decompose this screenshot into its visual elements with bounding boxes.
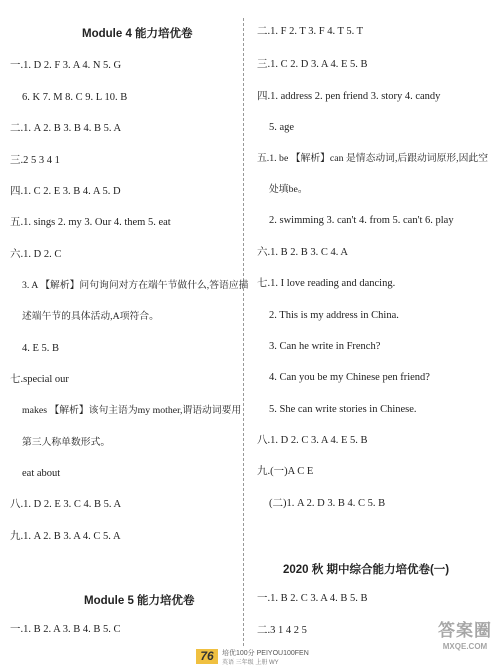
midterm-title: 2020 秋 期中综合能力培优卷(一)	[283, 564, 450, 576]
left-line-11: 七.special our	[10, 374, 69, 385]
left-line-3: 二.1. A 2. B 3. B 4. B 5. A	[10, 123, 122, 134]
right-line-10: 2. This is my address in China.	[269, 310, 399, 321]
left-line-13: 第三人称单数形式。	[22, 437, 111, 448]
left-line-15: 八.1. D 2. E 3. C 4. B 5. A	[10, 499, 122, 510]
right-line-18: 二.3 1 4 2 5	[257, 625, 307, 636]
watermark-logo	[432, 620, 498, 664]
left-line-9: 述端午节的具体活动,A项符合。	[22, 311, 159, 322]
right-line-16: (二)1. A 2. D 3. B 4. C 5. B	[269, 498, 386, 509]
right-line-2: 三.1. C 2. D 3. A 4. E 5. B	[257, 59, 368, 70]
right-line-1: 二.1. F 2. T 3. F 4. T 5. T	[257, 26, 364, 37]
right-line-13: 5. She can write stories in Chinese.	[269, 404, 417, 415]
right-line-12: 4. Can you be my Chinese pen friend?	[269, 372, 430, 383]
right-line-15: 九.(一)A C E	[257, 466, 314, 477]
left-line-8: 3. A 【解析】问句询问对方在端午节做什么,答语应描	[22, 280, 249, 291]
left-line-5: 四.1. C 2. E 3. B 4. A 5. D	[10, 186, 121, 197]
column-divider	[243, 18, 244, 646]
footer-subtitle: 英语 三年级 上册 WY	[222, 660, 279, 666]
left-line-12: makes 【解析】该句主语为my mother,谓语动词要用	[22, 405, 242, 416]
right-line-9: 七.1. I love reading and dancing.	[257, 278, 396, 289]
watermark-small: MXQE.COM	[442, 642, 488, 651]
module5-title: Module 5 能力培优卷	[84, 595, 195, 607]
left-line-4: 三.2 5 3 4 1	[10, 155, 60, 166]
page-footer	[0, 646, 500, 667]
left-line-1: 一.1. D 2. F 3. A 4. N 5. G	[10, 60, 122, 71]
right-line-6: 处填be。	[269, 184, 308, 195]
right-line-14: 八.1. D 2. C 3. A 4. E 5. B	[257, 435, 368, 446]
right-line-3: 四.1. address 2. pen friend 3. story 4. candy	[257, 91, 441, 102]
left-line-16: 九.1. A 2. B 3. A 4. C 5. A	[10, 531, 121, 542]
right-line-7: 2. swimming 3. can't 4. from 5. can't 6. play	[269, 215, 454, 226]
module4-title: Module 4 能力培优卷	[82, 28, 193, 40]
left-line-7: 六.1. D 2. C	[10, 249, 62, 260]
right-line-5: 五.1. be 【解析】can 是情态动词,后跟动词原形,因此空	[257, 153, 489, 164]
left-line-2: 6. K 7. M 8. C 9. L 10. B	[22, 92, 128, 103]
left-line-14: eat about	[22, 468, 61, 479]
right-line-8: 六.1. B 2. B 3. C 4. A	[257, 247, 349, 258]
watermark-big: 答案圈	[438, 621, 492, 640]
right-line-17: 一.1. B 2. C 3. A 4. B 5. B	[257, 593, 368, 604]
left-line-17: 一.1. B 2. A 3. B 4. B 5. C	[10, 624, 121, 635]
footer-brand: 培优100分 PEIYOU100FEN	[222, 650, 309, 657]
right-line-11: 3. Can he write in French?	[269, 341, 381, 352]
page-number: 76	[196, 649, 218, 664]
left-line-6: 五.1. sings 2. my 3. Our 4. them 5. eat	[10, 217, 171, 228]
right-line-4: 5. age	[269, 122, 295, 133]
left-line-10: 4. E 5. B	[22, 343, 60, 354]
